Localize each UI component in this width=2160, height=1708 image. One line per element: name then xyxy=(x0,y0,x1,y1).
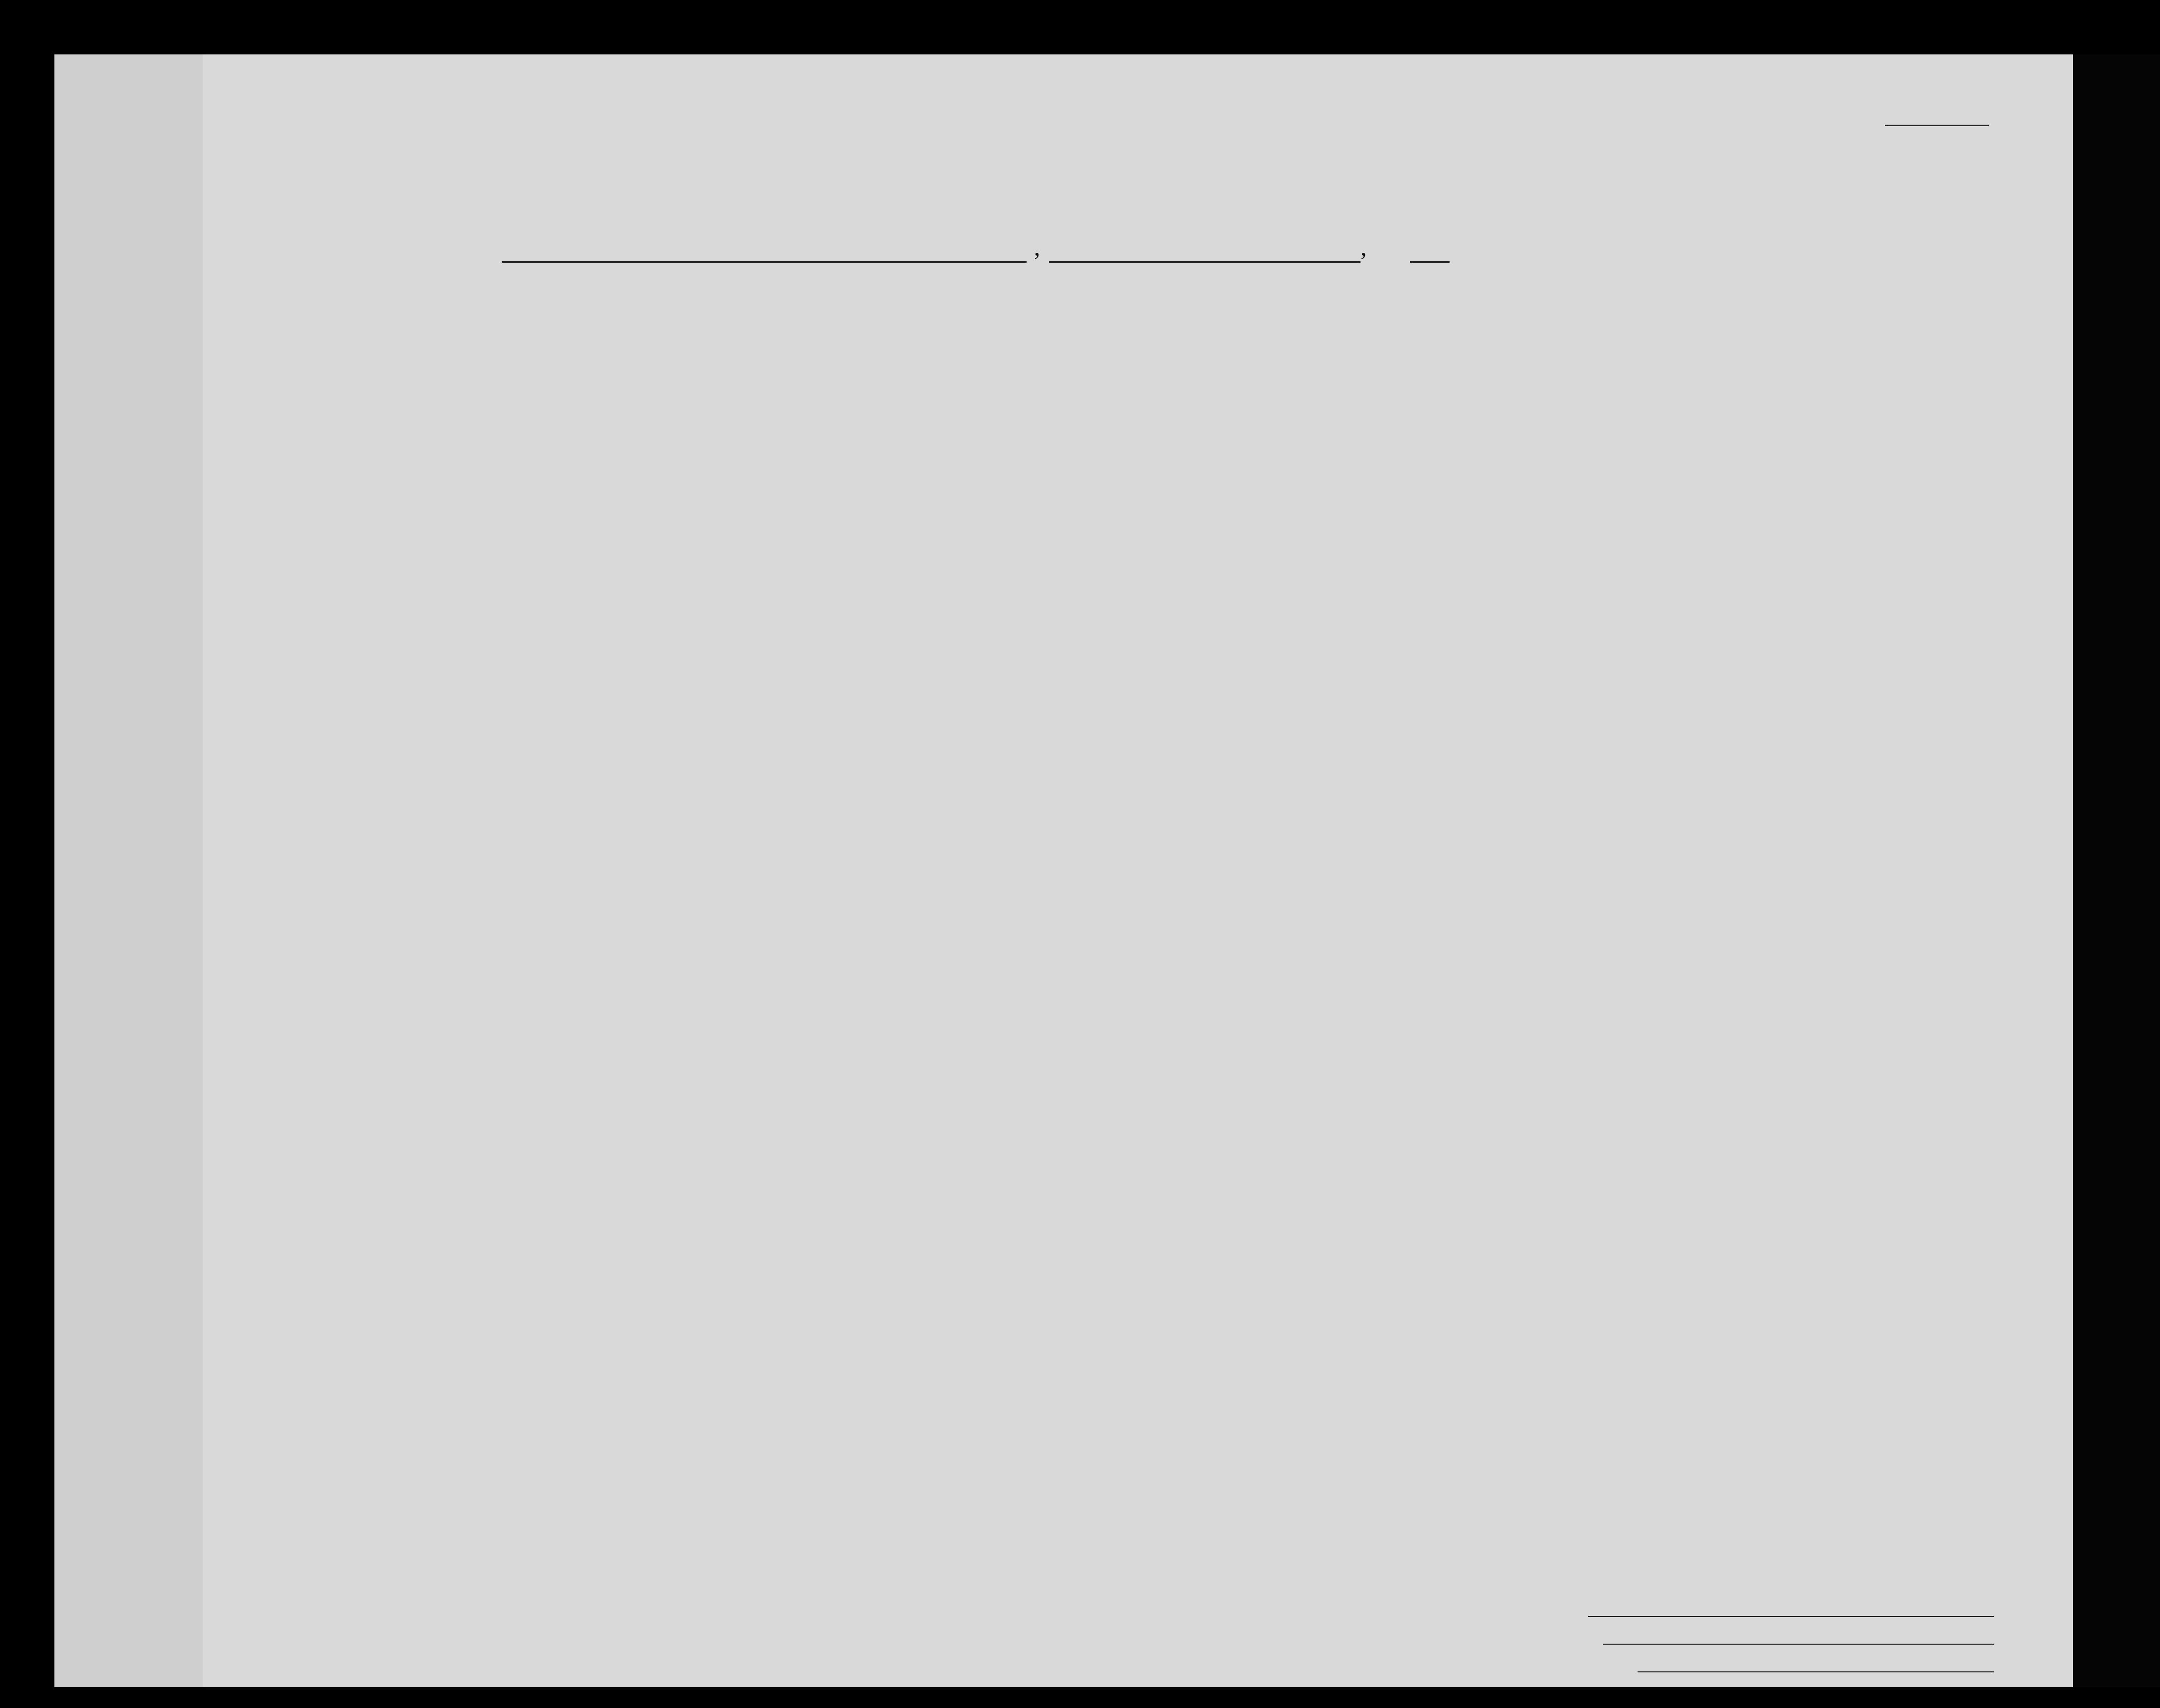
col-24c xyxy=(1361,336,1400,485)
col-29 xyxy=(1544,332,1578,485)
owners-underline xyxy=(1603,1644,1994,1645)
scan-border xyxy=(2073,54,2160,1687)
col-24a xyxy=(1290,336,1330,485)
col-25 xyxy=(1406,332,1431,485)
date-underline xyxy=(1049,261,1361,263)
manifest-sheet: , , xyxy=(54,54,2073,1687)
col-feet xyxy=(1747,401,1767,470)
manifest-grid xyxy=(54,54,2073,1687)
year-underline xyxy=(1410,261,1450,263)
port-underline xyxy=(502,261,1027,263)
line-underline xyxy=(1588,1616,1994,1617)
col-fifty-dollars xyxy=(836,322,856,480)
list-underline xyxy=(1885,125,1989,126)
col-28 xyxy=(1489,332,1539,485)
col-31 xyxy=(1600,332,1620,485)
col-27 xyxy=(1469,332,1484,485)
col-ticket xyxy=(712,322,732,480)
agents-underline xyxy=(1638,1671,1994,1672)
col-inches xyxy=(1767,401,1787,470)
col-26 xyxy=(1447,332,1462,485)
col-30 xyxy=(1581,332,1600,485)
